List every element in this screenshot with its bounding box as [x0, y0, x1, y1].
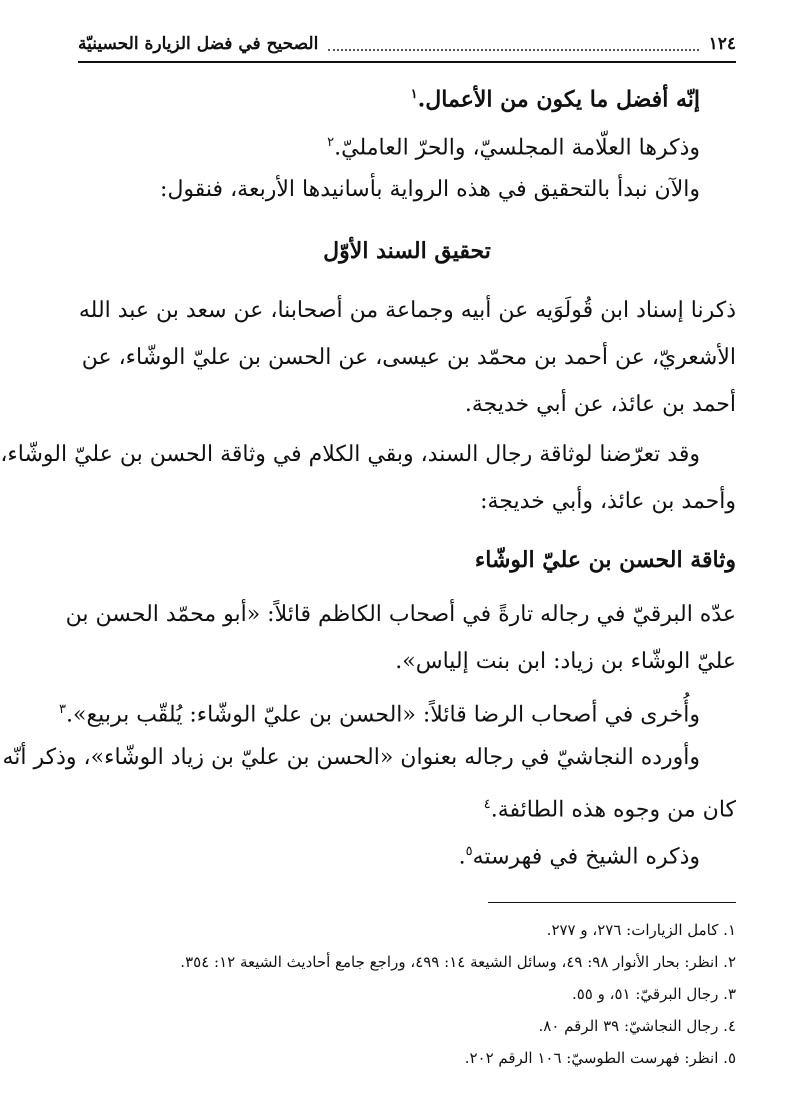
footnote-ref: ٢ — [327, 135, 335, 150]
body-line: وذكرها العلّامة المجلسيّ، والحرّ العامليّ.$^٢$ — [327, 135, 700, 161]
body-line: وأُخرى في أصحاب الرضا قائلاً: «الحسن بن عليّ الوشّاء: يُلقّب بربيع».$^٣$ — [59, 702, 700, 728]
footnote-ref: ٥ — [465, 844, 473, 859]
subsection-heading: وثاقة الحسن بن عليّ الوشّاء — [474, 547, 736, 573]
body-line: إنّه أفضل ما يكون من الأعمال.$^١$ — [410, 86, 700, 113]
page-number: ١٢٤ — [708, 34, 736, 54]
body-line: الأشعريّ، عن أحمد بن محمّد بن عيسى، عن الحسن بن عليّ الوشّاء، عن — [81, 345, 736, 370]
body-line: عدّه البرقيّ في رجاله تارةً في أصحاب الكاظم قائلاً: «أبو محمّد الحسن بن — [65, 602, 736, 627]
footnote: ٤. رجال النجاشيّ: ٣٩ الرقم ٨٠. — [538, 1017, 736, 1035]
body-line: عليّ الوشّاء بن زياد: ابن بنت إلياس». — [395, 649, 736, 674]
body-line: أحمد بن عائذ، عن أبي خديجة. — [464, 392, 736, 417]
body-line: وأورده النجاشيّ في رجاله بعنوان «الحسن بن عليّ بن زياد الوشّاء»، وذكر أنّه — [2, 745, 700, 770]
body-line: وقد تعرّضنا لوثاقة رجال السند، وبقي الكلام في وثاقة الحسن بن عليّ الوشّاء، — [0, 442, 700, 467]
running-header — [78, 30, 736, 63]
body-line: والآن نبدأ بالتحقيق في هذه الرواية بأسانيدها الأربعة، فنقول: — [160, 177, 700, 202]
footnote-ref: ٣ — [59, 702, 67, 717]
body-line: وأحمد بن عائذ، وأبي خديجة: — [480, 489, 736, 514]
body-line: وذكره الشيخ في فهرسته$^٥$. — [458, 844, 700, 870]
footnote: ٥. انظر: فهرست الطوسيّ: ١٠٦ الرقم ٢٠٢. — [464, 1049, 736, 1067]
body-line: ذكرنا إسناد ابن قُولَوَيه عن أبيه وجماعة من أصحابنا، عن سعد بن عبد الله — [78, 298, 736, 323]
header-leader-dots — [328, 37, 698, 51]
book-title: الصحيح في فضل الزيارة الحسينيّة — [78, 34, 319, 54]
footnote: ٣. رجال البرقيّ: ٥١، و ٥٥. — [571, 985, 736, 1003]
body-line: كان من وجوه هذه الطائفة.$^٤$ — [483, 797, 736, 823]
footnote-ref: ١ — [410, 87, 418, 102]
section-heading: تحقيق السند الأوّل — [323, 238, 491, 264]
footnote-separator — [488, 902, 736, 903]
footnote: ٢. انظر: بحار الأنوار ٩٨: ٤٩، وسائل الشيعة ١٤: ٤٩٩، وراجع جامع أحاديث الشيعة ١٢: ٣٥٤. — [180, 953, 736, 971]
footnote-ref: ٤ — [483, 797, 491, 812]
footnote: ١. كامل الزيارات: ٢٧٦، و ٢٧٧. — [546, 921, 736, 939]
